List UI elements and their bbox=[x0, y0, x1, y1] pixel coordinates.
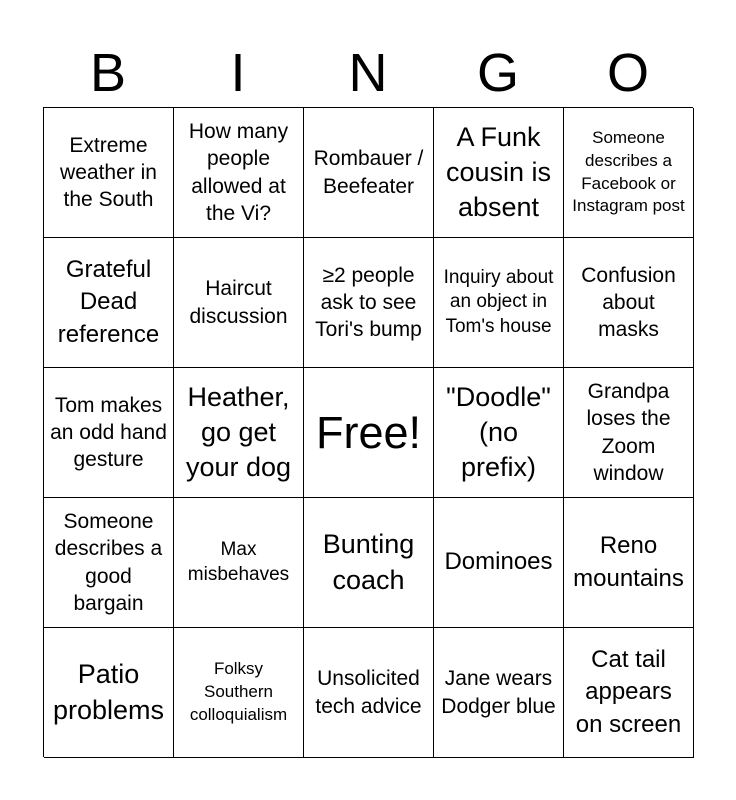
bingo-cell[interactable] bbox=[304, 628, 434, 758]
cell-text: Max misbehaves bbox=[187, 539, 290, 585]
cell-text: Grateful Dead reference bbox=[57, 255, 160, 348]
header-letter-g: G bbox=[476, 43, 519, 103]
cell-text: Rombauer / Beefeater bbox=[313, 147, 424, 198]
bingo-cell[interactable] bbox=[44, 368, 174, 498]
bingo-header bbox=[43, 40, 693, 106]
cell-text: Unsolicited tech advice bbox=[315, 667, 422, 718]
bingo-cell[interactable] bbox=[44, 108, 174, 238]
bingo-cell[interactable] bbox=[44, 628, 174, 758]
header-letter-b: B bbox=[89, 43, 127, 103]
bingo-cell[interactable] bbox=[434, 108, 564, 238]
cell-text: Tom makes an odd hand gesture bbox=[50, 393, 167, 472]
bingo-cell[interactable] bbox=[564, 628, 694, 758]
cell-text: Grandpa loses the Zoom window bbox=[586, 379, 671, 485]
bingo-cell[interactable] bbox=[564, 498, 694, 628]
bingo-cell[interactable] bbox=[44, 498, 174, 628]
cell-text: Reno mountains bbox=[573, 532, 684, 592]
cell-text: "Doodle" (no prefix) bbox=[446, 381, 551, 483]
bingo-cell[interactable] bbox=[44, 238, 174, 368]
bingo-cell[interactable] bbox=[174, 498, 304, 628]
cell-text: Someone describes a good bargain bbox=[54, 509, 163, 615]
cell-text: Folksy Southern colloquialism bbox=[189, 659, 288, 724]
bingo-cell[interactable] bbox=[434, 628, 564, 758]
bingo-cell[interactable] bbox=[174, 108, 304, 238]
bingo-cell[interactable] bbox=[304, 498, 434, 628]
cell-text: Haircut discussion bbox=[189, 277, 288, 328]
bingo-cell[interactable] bbox=[434, 368, 564, 498]
cell-text: A Funk cousin is absent bbox=[445, 121, 552, 223]
cell-text: ≥2 people ask to see Tori's bump bbox=[315, 263, 422, 342]
header-letter-n: N bbox=[348, 43, 388, 103]
bingo-grid bbox=[43, 107, 693, 757]
bingo-cell[interactable] bbox=[304, 238, 434, 368]
cell-text: Dominoes bbox=[444, 548, 553, 576]
bingo-cell[interactable] bbox=[174, 628, 304, 758]
bingo-cell[interactable] bbox=[564, 108, 694, 238]
cell-text: Patio problems bbox=[52, 659, 165, 725]
bingo-cell[interactable] bbox=[564, 238, 694, 368]
header-letter-o: O bbox=[606, 43, 649, 103]
bingo-cell[interactable] bbox=[434, 498, 564, 628]
cell-text: Jane wears Dodger blue bbox=[441, 667, 556, 718]
bingo-cell[interactable] bbox=[304, 108, 434, 238]
cell-text: Inquiry about an object in Tom's house bbox=[443, 267, 554, 337]
cell-text: Someone describes a Facebook or Instagram post bbox=[572, 127, 685, 216]
cell-text: Extreme weather in the South bbox=[60, 133, 157, 212]
bingo-cell[interactable] bbox=[434, 238, 564, 368]
cell-text: Heather, go get your dog bbox=[185, 381, 292, 483]
cell-text: Cat tail appears on screen bbox=[575, 645, 682, 738]
bingo-cell[interactable] bbox=[564, 368, 694, 498]
header-letter-i: I bbox=[230, 43, 246, 103]
free-space-text: Free! bbox=[315, 406, 422, 458]
bingo-cell[interactable] bbox=[174, 238, 304, 368]
free-space-cell[interactable] bbox=[304, 368, 434, 498]
cell-text: Confusion about masks bbox=[581, 263, 676, 342]
cell-text: Bunting coach bbox=[322, 529, 415, 595]
cell-text: How many people allowed at the Vi? bbox=[188, 119, 289, 225]
bingo-cell[interactable] bbox=[174, 368, 304, 498]
